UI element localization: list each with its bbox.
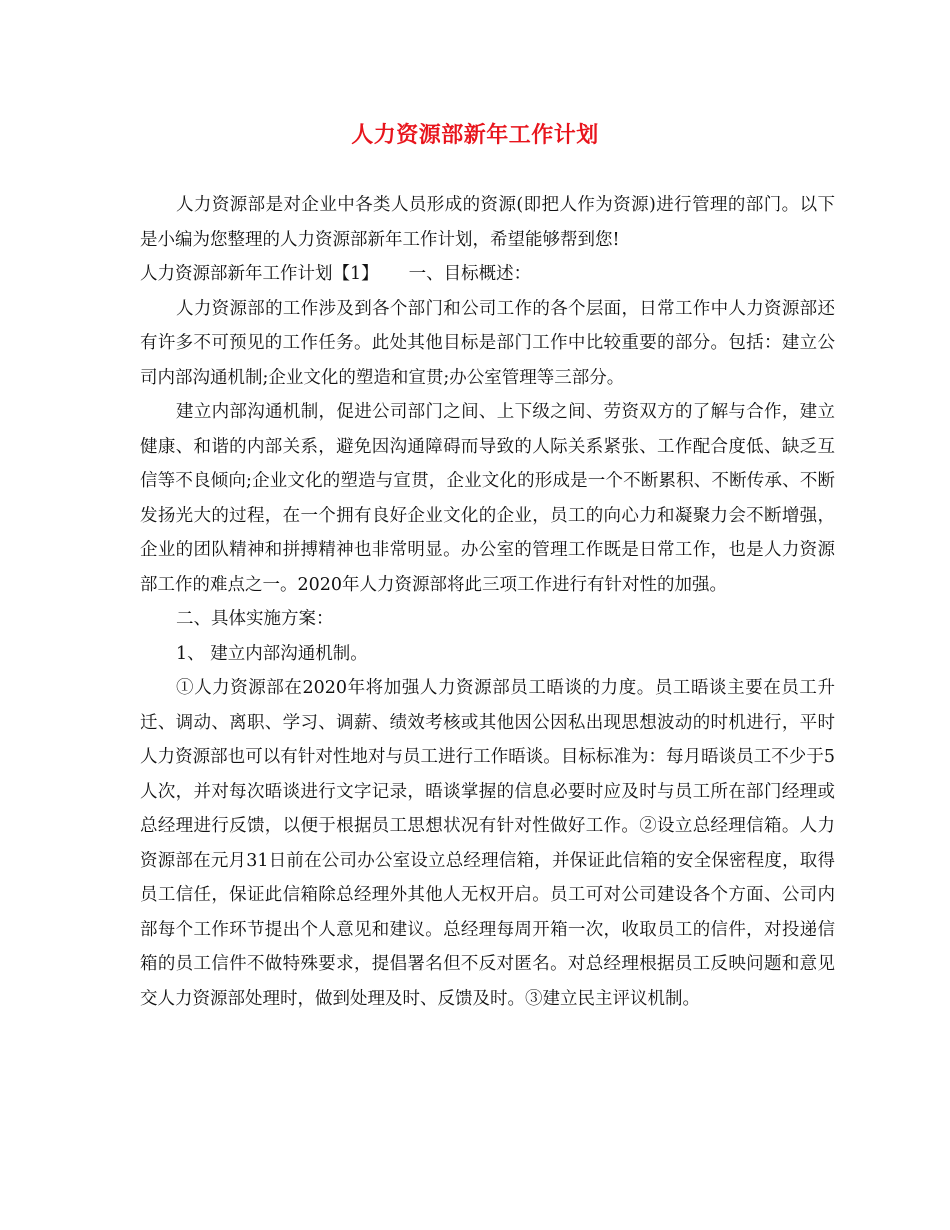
heading-spacer [379,257,409,292]
goals-paragraph: 建立内部沟通机制，促进公司部门之间、上下级之间、劳资双方的了解与合作，建立健康、和谐的内部关系，避免因沟通障碍而导致的人际关系紧张、工作配合度低、缺乏互信等不良倾向;企业文化的塑造与宣贯，企业文化的形成是一个不断累积、不断传承、不断发扬光大的过程，在一个拥有良好企业文化的企业，员工的向心力和凝聚力会不断增强，企业的团队精神和拼搏精神也非常明显。办公室的管理工作既是日常工作，也是人力资源部工作的难点之一。2020年人力资源部将此三项工作进行有针对性的加强。 [140,402,835,595]
measures-paragraph: ①人力资源部在2020年将加强人力资源部员工晤谈的力度。员工晤谈主要在员工升迁、调动、离职、学习、调薪、绩效考核或其他因公因私出现思想波动的时机进行，平时人力资源部也可以有针对性地对与员工进行工作晤谈。目标标准为：每月晤谈员工不少于5人次，并对每次晤谈进行文字记录，晤谈掌握的信息必要时应及时与员工所在部门经理或总经理进行反馈，以便于根据员工思想状况有针对性做好工作。②设立总经理信箱。人力资源部在元月31日前在公司办公室设立总经理信箱，并保证此信箱的安全保密程度，取得员工信任，保证此信箱除总经理外其他人无权开启。员工可对公司建设各个方面、公司内部每个工作环节提出个人意见和建议。总经理每周开箱一次，收取员工的信件，对投递信箱的员工信件不做特殊要求，提倡署名但不反对匿名。对总经理根据员工反映问题和意见交人力资源部处理时，做到处理及时、反馈及时。③建立民主评议机制。 [140,678,835,1009]
document-title: 人力资源部新年工作计划 [351,122,599,148]
intro-paragraph: 人力资源部是对企业中各类人员形成的资源(即把人作为资源)进行管理的部门。以下是小编为您整理的人力资源部新年工作计划，希望能够帮到您! [140,195,835,250]
item1-heading: 1、 建立内部沟通机制。 [176,643,368,664]
scope-paragraph: 人力资源部的工作涉及到各个部门和公司工作的各个层面，日常工作中人力资源部还有许多不可预见的工作任务。此处其他目标是部门工作中比较重要的部分。包括：建立公司内部沟通机制;企业文化的塑造和宣贯;办公室管理等三部分。 [140,298,835,388]
document-body [140,188,835,1016]
section2-heading: 二、具体实施方案： [176,609,334,629]
section1-heading: 一、目标概述： [408,264,532,284]
plan-heading-line [140,257,835,292]
plan-label: 人力资源部新年工作计划【1】 [140,264,379,284]
